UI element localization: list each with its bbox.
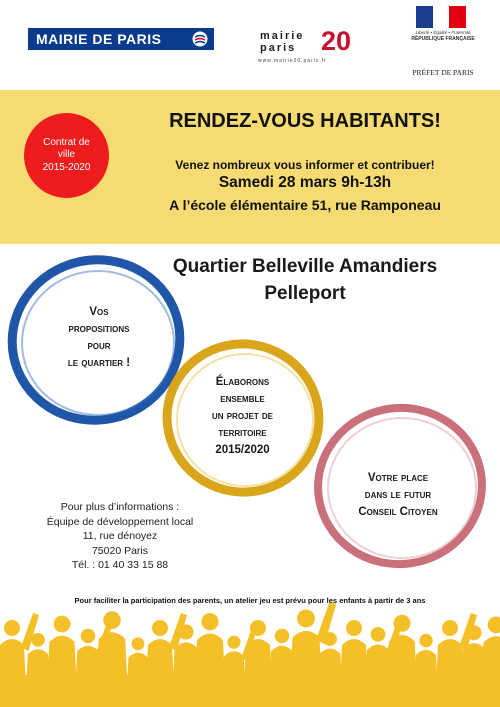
info-phone: Tél. : 01 40 33 15 88 bbox=[71, 559, 169, 571]
event-place: A l’école élémentaire 51, rue Ramponeau bbox=[169, 197, 441, 213]
person-head bbox=[4, 620, 20, 636]
ring1-text bbox=[40, 304, 158, 372]
ring3-line1: Votre place bbox=[367, 472, 429, 484]
person-head bbox=[394, 615, 411, 632]
mairie-de-paris-logo-text: MAIRIE DE PARIS bbox=[36, 31, 162, 47]
crowd-silhouette bbox=[0, 602, 500, 707]
person-head bbox=[346, 620, 362, 636]
person-head bbox=[442, 620, 458, 636]
badge-line3: 2015-2020 bbox=[42, 161, 91, 173]
person-head bbox=[371, 627, 386, 642]
person-head bbox=[227, 636, 240, 649]
event-intro: Venez nombreux vous informer et contribuer! bbox=[175, 158, 435, 172]
person-head bbox=[152, 620, 168, 636]
ring2-line3: un projet de bbox=[211, 410, 274, 422]
ring1-line3: pour bbox=[87, 340, 111, 352]
person-head bbox=[488, 617, 500, 634]
ring1-line2: propositions bbox=[68, 323, 130, 335]
person-head bbox=[466, 625, 481, 640]
ring1-line1: Vos bbox=[89, 306, 109, 318]
childcare-note: Pour faciliter la participation des parents, un atelier jeu est prévu pour les enfants à partir de 3 ans bbox=[74, 596, 426, 605]
ring2-line5: 2015/2020 bbox=[215, 444, 270, 456]
badge-line2: ville bbox=[57, 149, 76, 161]
ring1-line4: le quartier ! bbox=[67, 357, 131, 369]
quartier-line1: Quartier Belleville Amandiers bbox=[172, 256, 438, 277]
person-head bbox=[178, 624, 193, 639]
rf-name: RÉPUBLIQUE FRANÇAISE bbox=[411, 36, 475, 42]
ring3-line3: Conseil Citoyen bbox=[358, 506, 438, 518]
ring2-line4: territoire bbox=[218, 427, 267, 439]
mairie20-top-text: mairie bbox=[260, 30, 305, 42]
crowd-ground bbox=[0, 675, 500, 707]
person-head bbox=[275, 629, 289, 643]
mairie20-url: www.mairie20.paris.fr bbox=[258, 58, 327, 64]
info-line4: 75020 Paris bbox=[91, 544, 149, 557]
person-head bbox=[31, 633, 45, 647]
person-head bbox=[81, 629, 95, 643]
person-head bbox=[419, 634, 432, 647]
ring2-line1: Élaborons bbox=[215, 376, 270, 388]
rf-motto: Liberté • Égalité • Fraternité bbox=[415, 30, 471, 35]
info-line3: 11, rue dénoyez bbox=[82, 530, 158, 542]
badge-line1: Contrat de bbox=[43, 136, 90, 148]
mairie20-number: 20 bbox=[321, 26, 352, 56]
ring3-line2: dans le futur bbox=[364, 489, 432, 501]
prefet-de-paris: PRÉFET DE PARIS bbox=[412, 68, 474, 77]
event-title: RENDEZ-VOUS HABITANTS! bbox=[169, 110, 441, 132]
info-line1: Pour plus d’informations : bbox=[60, 501, 180, 513]
ring2-text bbox=[185, 374, 300, 459]
contact-info bbox=[40, 500, 200, 573]
person-head bbox=[103, 611, 121, 629]
mairie20-bottom-text: paris bbox=[260, 42, 297, 54]
person-head bbox=[323, 632, 337, 646]
info-line2: Équipe de développement local bbox=[46, 515, 194, 528]
person-head bbox=[250, 620, 266, 636]
event-date: Samedi 28 mars 9h-13h bbox=[218, 174, 392, 191]
person-head bbox=[132, 637, 145, 650]
ring3-text bbox=[338, 470, 458, 521]
quartier-line2: Pelleport bbox=[264, 283, 346, 304]
ring2-line2: ensemble bbox=[220, 393, 265, 405]
person-head bbox=[297, 610, 315, 628]
person-head bbox=[201, 613, 218, 630]
person-head bbox=[54, 616, 71, 633]
